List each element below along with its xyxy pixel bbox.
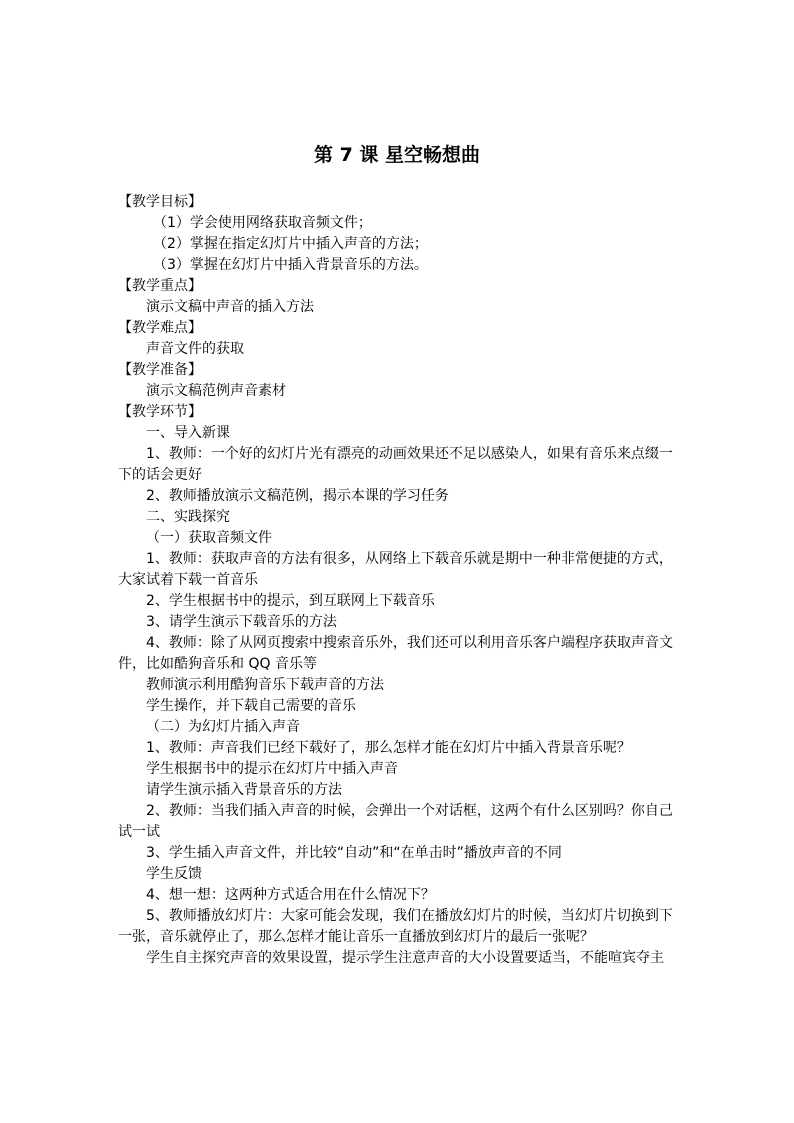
difficulties-heading: 【教学难点】 [118,320,202,336]
preparation-heading: 【教学准备】 [118,362,202,378]
objective-item: （2）掌握在指定幻灯片中插入声音的方法； [153,236,428,252]
process-line: 4、想一想：这两种方式适合用在什么情况下？ [146,887,435,903]
process-paragraph: 1、教师：获取声音的方法有很多，从网络上下载音乐就是期中一种非常便捷的方式，大家试着下载一首音乐 [118,551,673,588]
document-page [118,140,676,969]
process-line: 2、教师播放演示文稿范例，揭示本课的学习任务 [146,488,449,504]
objectives-heading: 【教学目标】 [118,194,202,210]
lesson-title: 第 7 课 星空畅想曲 [313,144,481,166]
objective-item: （1）学会使用网络获取音频文件； [153,215,372,231]
process-line: 一、导入新课 [146,425,230,441]
process-paragraph: 4、教师：除了从网页搜索中搜索音乐外，我们还可以利用音乐客户端程序获取声音文件，比如酷狗音乐和 QQ 音乐等 [118,635,673,672]
process-heading: 【教学环节】 [118,404,202,420]
process-line: 3、学生插入声音文件，并比较“自动”和“在单击时”播放声音的不同 [146,845,562,861]
process-line: （二）为幻灯片插入声音 [146,719,300,735]
process-line: 学生反馈 [146,866,202,882]
objective-item: （3）掌握在幻灯片中插入背景音乐的方法。 [153,257,428,273]
process-line: 学生根据书中的提示在幻灯片中插入声音 [146,761,398,777]
process-line: 教师演示利用酷狗音乐下载声音的方法 [146,677,384,693]
process-line: 二、实践探究 [146,509,230,525]
difficulties-text: 声音文件的获取 [146,341,244,357]
process-line: 学生操作，并下载自己需要的音乐 [146,698,356,714]
process-line: 请学生演示插入背景音乐的方法 [146,782,342,798]
key-points-heading: 【教学重点】 [118,278,202,294]
process-paragraph: 1、教师：一个好的幻灯片光有漂亮的动画效果还不足以感染人，如果有音乐来点缀一下的话会更好 [118,446,673,483]
process-line: 2、学生根据书中的提示，到互联网上下载音乐 [146,593,435,609]
process-line: 3、请学生演示下载音乐的方法 [146,614,337,630]
process-paragraph: 1、教师：声音我们已经下载好了，那么怎样才能在幻灯片中插入背景音乐呢？ [146,740,631,756]
process-line: （一）获取音频文件 [146,530,272,546]
process-paragraph: 学生自主探究声音的效果设置，提示学生注意声音的大小设置要适当，不能喧宾夺主 [146,950,664,966]
process-paragraph: 5、教师播放幻灯片：大家可能会发现，我们在播放幻灯片的时候，当幻灯片切换到下一张，音乐就停止了，那么怎样才能让音乐一直播放到幻灯片的最后一张呢？ [118,908,673,945]
key-points-text: 演示文稿中声音的插入方法 [146,299,314,315]
process-paragraph: 2、教师：当我们插入声音的时候，会弹出一个对话框，这两个有什么区别吗？你自己 试一试 [118,803,673,840]
preparation-text: 演示文稿范例声音素材 [146,383,286,399]
